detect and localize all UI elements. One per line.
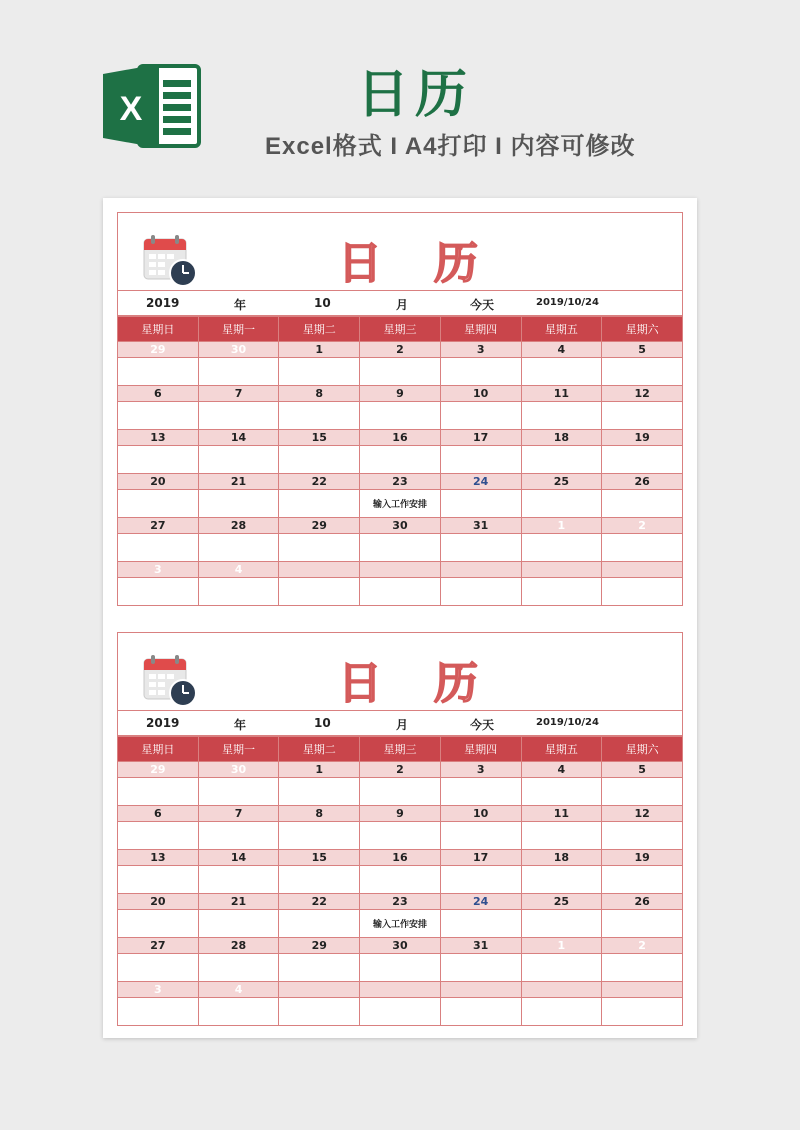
day-note-cell[interactable] [440, 358, 521, 386]
calendar-clock-icon [142, 233, 198, 289]
day-note-cell[interactable] [360, 778, 441, 806]
day-number-cell[interactable]: 12 [602, 386, 683, 402]
today-date: 2019/10/24 [536, 717, 599, 728]
day-note-cell[interactable] [360, 866, 441, 894]
day-note-cell[interactable] [118, 954, 199, 982]
day-note-cell[interactable] [198, 954, 279, 982]
day-note-cell[interactable] [279, 578, 360, 606]
weekday-header: 星期二 [279, 737, 360, 762]
day-number-cell[interactable]: 29 [279, 518, 360, 534]
week-note-row [118, 910, 683, 938]
day-number-cell[interactable] [521, 982, 602, 998]
week-date-row [118, 806, 683, 822]
calendar-clock-icon [142, 653, 198, 709]
day-number-cell[interactable]: 25 [521, 474, 602, 490]
calendar-header [117, 632, 683, 710]
day-note-cell[interactable] [360, 954, 441, 982]
day-note-cell[interactable] [198, 402, 279, 430]
day-note-cell[interactable] [602, 446, 683, 474]
day-number-cell[interactable]: 24 [440, 894, 521, 910]
day-note-cell[interactable] [360, 402, 441, 430]
month-label: 月 [396, 718, 409, 732]
day-note-cell[interactable] [521, 578, 602, 606]
day-note-cell[interactable] [279, 358, 360, 386]
day-number-cell[interactable]: 4 [198, 982, 279, 998]
day-number-cell[interactable]: 14 [198, 430, 279, 446]
day-number-cell[interactable]: 11 [521, 806, 602, 822]
day-note-cell[interactable] [440, 778, 521, 806]
day-note-cell[interactable] [602, 822, 683, 850]
day-note-cell[interactable] [521, 490, 602, 518]
day-number-cell[interactable]: 6 [118, 386, 199, 402]
calendar-block [117, 212, 683, 606]
day-note-cell[interactable] [118, 778, 199, 806]
week-note-row [118, 954, 683, 982]
page-header [0, 0, 800, 190]
day-note-cell[interactable] [118, 998, 199, 1026]
day-note-cell[interactable] [360, 998, 441, 1026]
weekday-header: 星期四 [440, 737, 521, 762]
day-number-cell[interactable]: 22 [279, 894, 360, 910]
day-number-cell[interactable]: 16 [360, 430, 441, 446]
week-date-row [118, 386, 683, 402]
day-note-cell[interactable] [602, 402, 683, 430]
year-label: 年 [234, 298, 247, 312]
week-date-row [118, 430, 683, 446]
day-note-cell[interactable] [279, 866, 360, 894]
weekday-header: 星期六 [602, 737, 683, 762]
weekday-header: 星期一 [198, 317, 279, 342]
day-note-cell[interactable] [360, 358, 441, 386]
week-note-row [118, 578, 683, 606]
calendar-title-char: 日 [338, 658, 382, 709]
excel-logo-icon [103, 60, 203, 152]
day-note-cell[interactable] [118, 866, 199, 894]
weekday-header: 星期五 [521, 737, 602, 762]
day-note-cell[interactable] [118, 534, 199, 562]
day-note-cell[interactable] [440, 402, 521, 430]
calendar-title [338, 647, 478, 711]
day-number-cell[interactable]: 29 [279, 938, 360, 954]
day-number-cell[interactable]: 2 [602, 518, 683, 534]
day-number-cell[interactable]: 29 [118, 762, 199, 778]
day-note-cell[interactable] [521, 954, 602, 982]
day-number-cell[interactable]: 15 [279, 430, 360, 446]
day-note-cell[interactable] [360, 534, 441, 562]
day-number-cell[interactable]: 1 [279, 342, 360, 358]
day-note-cell[interactable] [521, 534, 602, 562]
day-note-cell[interactable] [521, 358, 602, 386]
day-number-cell[interactable]: 9 [360, 806, 441, 822]
week-date-row [118, 850, 683, 866]
day-number-cell[interactable] [440, 982, 521, 998]
day-note-cell[interactable] [198, 490, 279, 518]
weekday-header: 星期日 [118, 737, 199, 762]
day-number-cell[interactable]: 3 [440, 762, 521, 778]
week-note-row [118, 534, 683, 562]
day-number-cell[interactable]: 23 [360, 894, 441, 910]
day-number-cell[interactable]: 30 [360, 518, 441, 534]
calendar-title-char: 日 [338, 238, 382, 289]
weekday-header: 星期六 [602, 317, 683, 342]
day-note-cell[interactable] [521, 998, 602, 1026]
month-label: 月 [396, 298, 409, 312]
today-date: 2019/10/24 [536, 297, 599, 308]
calendar-title-char: 历 [434, 658, 478, 709]
week-note-row [118, 822, 683, 850]
day-note-cell[interactable] [440, 998, 521, 1026]
day-number-cell[interactable]: 24 [440, 474, 521, 490]
calendar-title-char: 历 [434, 238, 478, 289]
day-note-cell[interactable] [279, 998, 360, 1026]
week-date-row [118, 894, 683, 910]
day-number-cell[interactable]: 20 [118, 894, 199, 910]
day-note-cell[interactable] [602, 778, 683, 806]
day-note-cell[interactable] [440, 866, 521, 894]
weekday-header: 星期二 [279, 317, 360, 342]
day-note-cell[interactable] [521, 910, 602, 938]
day-number-cell[interactable]: 26 [602, 474, 683, 490]
day-number-cell[interactable]: 27 [118, 938, 199, 954]
day-note-cell[interactable] [118, 490, 199, 518]
day-number-cell[interactable]: 26 [602, 894, 683, 910]
day-note-cell[interactable] [440, 822, 521, 850]
day-note-cell[interactable] [602, 578, 683, 606]
day-number-cell[interactable] [602, 982, 683, 998]
week-note-row [118, 778, 683, 806]
day-number-cell[interactable] [440, 562, 521, 578]
day-note-cell[interactable] [521, 446, 602, 474]
week-note-row [118, 358, 683, 386]
day-number-cell[interactable]: 19 [602, 850, 683, 866]
weekday-header: 星期一 [198, 737, 279, 762]
day-note-cell[interactable] [118, 446, 199, 474]
day-number-cell[interactable]: 4 [198, 562, 279, 578]
weekday-header: 星期四 [440, 317, 521, 342]
day-number-cell[interactable]: 1 [279, 762, 360, 778]
day-number-cell[interactable]: 1 [521, 518, 602, 534]
day-number-cell[interactable]: 25 [521, 894, 602, 910]
calendar-title [338, 227, 478, 291]
day-note-cell[interactable] [521, 402, 602, 430]
day-number-cell[interactable]: 18 [521, 850, 602, 866]
calendar-info-row [117, 710, 683, 736]
day-number-cell[interactable]: 4 [521, 342, 602, 358]
day-note-cell[interactable] [198, 578, 279, 606]
day-note-cell[interactable] [198, 358, 279, 386]
day-number-cell[interactable]: 28 [198, 938, 279, 954]
day-number-cell[interactable]: 3 [118, 562, 199, 578]
calendar-info-row [117, 290, 683, 316]
week-note-row [118, 866, 683, 894]
week-date-row [118, 518, 683, 534]
day-note-cell[interactable] [360, 578, 441, 606]
week-date-row [118, 982, 683, 998]
weekday-header: 星期日 [118, 317, 199, 342]
weekday-header: 星期三 [360, 317, 441, 342]
day-note-cell[interactable] [602, 490, 683, 518]
day-number-cell[interactable]: 31 [440, 518, 521, 534]
page-title: 日历 [356, 65, 473, 125]
day-number-cell[interactable]: 13 [118, 850, 199, 866]
day-note-cell[interactable] [118, 578, 199, 606]
day-note-cell[interactable] [440, 490, 521, 518]
day-number-cell[interactable]: 23 [360, 474, 441, 490]
today-label: 今天 [470, 718, 495, 732]
day-note-cell[interactable] [440, 446, 521, 474]
day-note-cell[interactable] [602, 358, 683, 386]
day-note-cell[interactable]: 输入工作安排 [360, 490, 441, 518]
today-label: 今天 [470, 298, 495, 312]
day-note-cell[interactable] [602, 910, 683, 938]
page-subtitle: Excel格式 I A4打印 I 内容可修改 [265, 133, 636, 160]
day-note-cell[interactable] [521, 778, 602, 806]
day-number-cell[interactable]: 28 [198, 518, 279, 534]
excel-logo-letter: X [119, 90, 143, 128]
day-number-cell[interactable]: 4 [521, 762, 602, 778]
day-number-cell[interactable]: 10 [440, 806, 521, 822]
day-number-cell[interactable]: 7 [198, 806, 279, 822]
day-number-cell[interactable]: 30 [198, 762, 279, 778]
day-number-cell[interactable]: 21 [198, 894, 279, 910]
day-note-cell[interactable] [602, 998, 683, 1026]
week-date-row [118, 562, 683, 578]
day-number-cell[interactable]: 11 [521, 386, 602, 402]
month-value[interactable]: 10 [314, 296, 331, 310]
day-number-cell[interactable]: 19 [602, 430, 683, 446]
day-note-cell[interactable] [118, 358, 199, 386]
day-note-cell[interactable] [198, 534, 279, 562]
day-note-cell[interactable] [198, 998, 279, 1026]
year-value[interactable]: 2019 [146, 296, 180, 310]
day-number-cell[interactable]: 2 [602, 938, 683, 954]
day-number-cell[interactable] [521, 562, 602, 578]
day-note-cell[interactable] [602, 866, 683, 894]
day-number-cell[interactable]: 17 [440, 430, 521, 446]
day-number-cell[interactable] [279, 562, 360, 578]
day-number-cell[interactable]: 30 [360, 938, 441, 954]
week-date-row [118, 762, 683, 778]
a4-sheet [103, 198, 697, 1038]
day-note-cell[interactable] [602, 534, 683, 562]
day-number-cell[interactable]: 10 [440, 386, 521, 402]
day-note-cell[interactable] [198, 910, 279, 938]
day-number-cell[interactable]: 7 [198, 386, 279, 402]
day-note-cell[interactable] [118, 910, 199, 938]
calendar-grid [117, 736, 683, 1026]
calendar-block [117, 632, 683, 1026]
week-note-row [118, 446, 683, 474]
day-number-cell[interactable]: 3 [440, 342, 521, 358]
day-note-cell[interactable] [360, 822, 441, 850]
day-number-cell[interactable] [360, 982, 441, 998]
day-number-cell[interactable]: 12 [602, 806, 683, 822]
week-note-row [118, 998, 683, 1026]
day-number-cell[interactable]: 16 [360, 850, 441, 866]
week-date-row [118, 342, 683, 358]
day-number-cell[interactable]: 2 [360, 342, 441, 358]
day-note-cell[interactable] [198, 446, 279, 474]
day-number-cell[interactable] [602, 562, 683, 578]
day-note-cell[interactable] [198, 822, 279, 850]
day-number-cell[interactable] [279, 982, 360, 998]
day-number-cell[interactable]: 5 [602, 762, 683, 778]
day-number-cell[interactable]: 13 [118, 430, 199, 446]
week-date-row [118, 938, 683, 954]
year-value[interactable]: 2019 [146, 716, 180, 730]
year-label: 年 [234, 718, 247, 732]
day-number-cell[interactable]: 6 [118, 806, 199, 822]
day-number-cell[interactable]: 21 [198, 474, 279, 490]
day-note-cell[interactable] [279, 402, 360, 430]
weekday-header-row [118, 317, 683, 342]
day-note-cell[interactable]: 输入工作安排 [360, 910, 441, 938]
day-note-cell[interactable] [440, 578, 521, 606]
weekday-header: 星期五 [521, 317, 602, 342]
day-note-cell[interactable] [521, 822, 602, 850]
day-number-cell[interactable]: 18 [521, 430, 602, 446]
day-number-cell[interactable]: 17 [440, 850, 521, 866]
day-note-cell[interactable] [360, 446, 441, 474]
day-note-cell[interactable] [198, 778, 279, 806]
day-note-cell[interactable] [602, 954, 683, 982]
week-date-row [118, 474, 683, 490]
day-number-cell[interactable]: 27 [118, 518, 199, 534]
day-number-cell[interactable]: 30 [198, 342, 279, 358]
day-note-cell[interactable] [118, 822, 199, 850]
day-number-cell[interactable]: 29 [118, 342, 199, 358]
day-number-cell[interactable]: 5 [602, 342, 683, 358]
week-note-row [118, 402, 683, 430]
day-number-cell[interactable]: 9 [360, 386, 441, 402]
day-note-cell[interactable] [521, 866, 602, 894]
day-note-cell[interactable] [279, 778, 360, 806]
day-note-cell[interactable] [279, 446, 360, 474]
weekday-header: 星期三 [360, 737, 441, 762]
day-note-cell[interactable] [440, 954, 521, 982]
day-note-cell[interactable] [279, 910, 360, 938]
day-note-cell[interactable] [198, 866, 279, 894]
day-number-cell[interactable]: 14 [198, 850, 279, 866]
day-note-cell[interactable] [279, 954, 360, 982]
day-note-cell[interactable] [440, 910, 521, 938]
day-number-cell[interactable] [360, 562, 441, 578]
day-note-cell[interactable] [279, 490, 360, 518]
month-value[interactable]: 10 [314, 716, 331, 730]
day-note-cell[interactable] [279, 822, 360, 850]
day-note-cell[interactable] [440, 534, 521, 562]
week-note-row [118, 490, 683, 518]
day-number-cell[interactable]: 22 [279, 474, 360, 490]
day-note-cell[interactable] [279, 534, 360, 562]
day-number-cell[interactable]: 20 [118, 474, 199, 490]
day-number-cell[interactable]: 1 [521, 938, 602, 954]
calendar-header [117, 212, 683, 290]
weekday-header-row [118, 737, 683, 762]
day-number-cell[interactable]: 31 [440, 938, 521, 954]
day-number-cell[interactable]: 2 [360, 762, 441, 778]
day-number-cell[interactable]: 15 [279, 850, 360, 866]
day-number-cell[interactable]: 8 [279, 806, 360, 822]
calendar-grid [117, 316, 683, 606]
day-number-cell[interactable]: 8 [279, 386, 360, 402]
day-number-cell[interactable]: 3 [118, 982, 199, 998]
day-note-cell[interactable] [118, 402, 199, 430]
